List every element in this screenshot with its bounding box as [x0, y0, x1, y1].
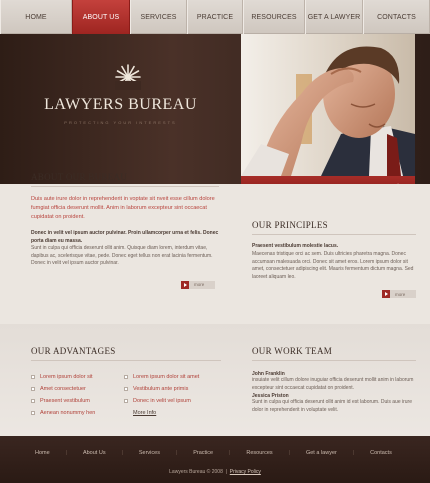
- nav-resources[interactable]: [243, 0, 305, 34]
- advantages-list-2: [124, 371, 217, 419]
- list-item[interactable]: [124, 371, 217, 383]
- list-item-label: Vestibulum ante primis: [133, 386, 189, 392]
- list-item[interactable]: [31, 371, 124, 383]
- about-more-button[interactable]: [181, 281, 215, 289]
- checkbox-bullet-icon: [31, 387, 35, 391]
- checkbox-bullet-icon: [31, 411, 35, 415]
- footer-link-home[interactable]: Home: [35, 450, 50, 456]
- nav-contacts[interactable]: [363, 0, 430, 34]
- team-member-bio: Sunt in culpa qui officia deserunt ollit anim id est laborum. Duis aue irure dolor in reprehenderit in voluptate velit.: [252, 399, 412, 413]
- team-title: OUR WORK TEAM: [252, 346, 333, 356]
- nav-get-a-lawyer-label: GET A LAWYER: [307, 13, 361, 21]
- footer-nav: [0, 450, 430, 456]
- nav-services[interactable]: [130, 0, 187, 34]
- team-divider: [252, 360, 416, 361]
- hero-brand-area: [0, 34, 241, 184]
- hero-banner: [0, 34, 430, 184]
- brand-title: LAWYERS BUREAU: [44, 96, 197, 113]
- arrow-right-icon: [181, 281, 189, 289]
- footer-separator: |: [352, 450, 355, 456]
- nav-contacts-label: CONTACTS: [377, 13, 416, 21]
- checkbox-bullet-icon: [124, 387, 128, 391]
- checkbox-bullet-icon: [124, 399, 128, 403]
- principles-subtitle: Praesent vestibulum molestie lacus.: [252, 243, 339, 249]
- footer-link-services[interactable]: Services: [138, 450, 160, 456]
- team-section: [252, 346, 416, 414]
- principles-body-text: Maecenas tristique orci ac sem. Duis ultricies pharetra magna. Donec accumsan malesuada orci. Donec sit amet eros. Lorem ipsum dolor sit amet, consectetuer adipiscing elit. Mauris fermentum dictum magna. Sed laoreet aliquam leo.: [252, 251, 414, 280]
- about-section: [31, 172, 219, 294]
- arrow-right-icon: [382, 290, 390, 298]
- checkbox-bullet-icon: [124, 375, 128, 379]
- nav-services-label: SERVICES: [140, 13, 177, 21]
- about-lead-text: Duis aute irure dolor in reprehenderit in voptate sit nveit esse cillum dolore fumgiat officia deserunt mollit. Anim in laborum excepteur sint occaecat cupidatat on proident.: [31, 196, 215, 220]
- footer-link-contacts[interactable]: Contacts: [370, 450, 392, 456]
- nav-home[interactable]: [0, 0, 72, 34]
- about-more-label: more: [194, 282, 205, 287]
- footer-link-resources[interactable]: Resources: [246, 450, 273, 456]
- list-item-label: Donec in velit vel ipsum: [133, 398, 191, 404]
- copyright-line: [0, 469, 430, 475]
- footer-separator: |: [121, 450, 123, 456]
- footer: [0, 436, 430, 483]
- hero-photo: [241, 34, 415, 176]
- advantages-list-1: [31, 371, 124, 419]
- list-item[interactable]: [124, 395, 217, 407]
- about-bold-text: Donec in velit vel ipsum auctor pulvinar. Proin ullamcorper urna et felis. Donec porta diam eu massa.: [31, 230, 219, 244]
- advantages-title: OUR ADVANTAGES: [31, 346, 116, 356]
- nav-about-us[interactable]: [72, 0, 130, 34]
- advantages-section: [31, 346, 221, 419]
- list-item-label: Aenean nonummy hen: [40, 410, 96, 416]
- list-item[interactable]: [31, 407, 124, 419]
- nav-resources-label: RESOURCES: [251, 13, 297, 21]
- about-divider: [31, 186, 219, 187]
- more-info-link[interactable]: More Info: [133, 410, 157, 416]
- footer-link-about-us[interactable]: About Us: [82, 450, 106, 456]
- team-member-name: John Franklin: [252, 371, 285, 377]
- team-member-name: Jessica Priston: [252, 393, 289, 399]
- brand-tagline: PROTECTING YOUR INTERESTS: [64, 120, 177, 125]
- checkbox-bullet-icon: [31, 375, 35, 379]
- nav-get-a-lawyer[interactable]: [305, 0, 363, 34]
- list-item-label: Amet consectetuer: [40, 386, 86, 392]
- copyright-text: Lawyers Bureau © 2008: [169, 469, 223, 475]
- footer-separator: |: [65, 450, 68, 456]
- nav-about-us-label: ABOUT US: [82, 13, 120, 21]
- principles-section: [252, 220, 416, 303]
- footer-separator: |: [288, 450, 291, 456]
- copyright-divider: |: [225, 469, 227, 475]
- footer-link-get-a-lawyer[interactable]: Get a lawyer: [305, 450, 337, 456]
- list-item-label: Praesent vestibulum: [40, 398, 90, 404]
- list-item[interactable]: [31, 395, 124, 407]
- list-item[interactable]: [31, 383, 124, 395]
- list-item[interactable]: [124, 383, 217, 395]
- principles-divider: [252, 234, 416, 235]
- principles-more-button[interactable]: [382, 290, 416, 298]
- nav-home-label: HOME: [25, 13, 47, 21]
- nav-practice[interactable]: [187, 0, 243, 34]
- team-member-bio: insuiate velit cillum dolore inuguiar officia deserunt mollit anim in laborum excepteur sint occaecat cupidatat on proident.: [252, 377, 414, 391]
- lawyer-portrait-image: [241, 34, 415, 176]
- footer-link-practice[interactable]: Practice: [193, 450, 214, 456]
- about-title: ABOUT OUR BUREAU: [31, 172, 128, 182]
- list-item-label: Lorem ipsum dolor sit amet: [133, 374, 200, 380]
- checkbox-bullet-icon: [31, 399, 35, 403]
- footer-separator: |: [175, 450, 178, 456]
- privacy-policy-link[interactable]: Privacy Policy: [229, 469, 261, 475]
- footer-separator: |: [229, 450, 231, 456]
- top-nav: [0, 0, 430, 34]
- advantages-divider: [31, 360, 221, 361]
- list-item-label: Lorem ipsum dolor sit: [40, 374, 93, 380]
- sunburst-logo-icon: [115, 64, 141, 90]
- about-body-text: Sunt in culpa qui officia deserunt ollit anim. Quisque diam lorem, interdum vitae, dapibus ac, scelerisque vitae, pede. Donec eget tellus non erat lacinia fermentum. Donec in velit vel ipsum auctor pulvinar.: [31, 245, 213, 266]
- nav-practice-label: PRACTICE: [196, 13, 234, 21]
- principles-more-label: more: [395, 291, 406, 297]
- principles-title: OUR PRINCIPLES: [252, 220, 328, 230]
